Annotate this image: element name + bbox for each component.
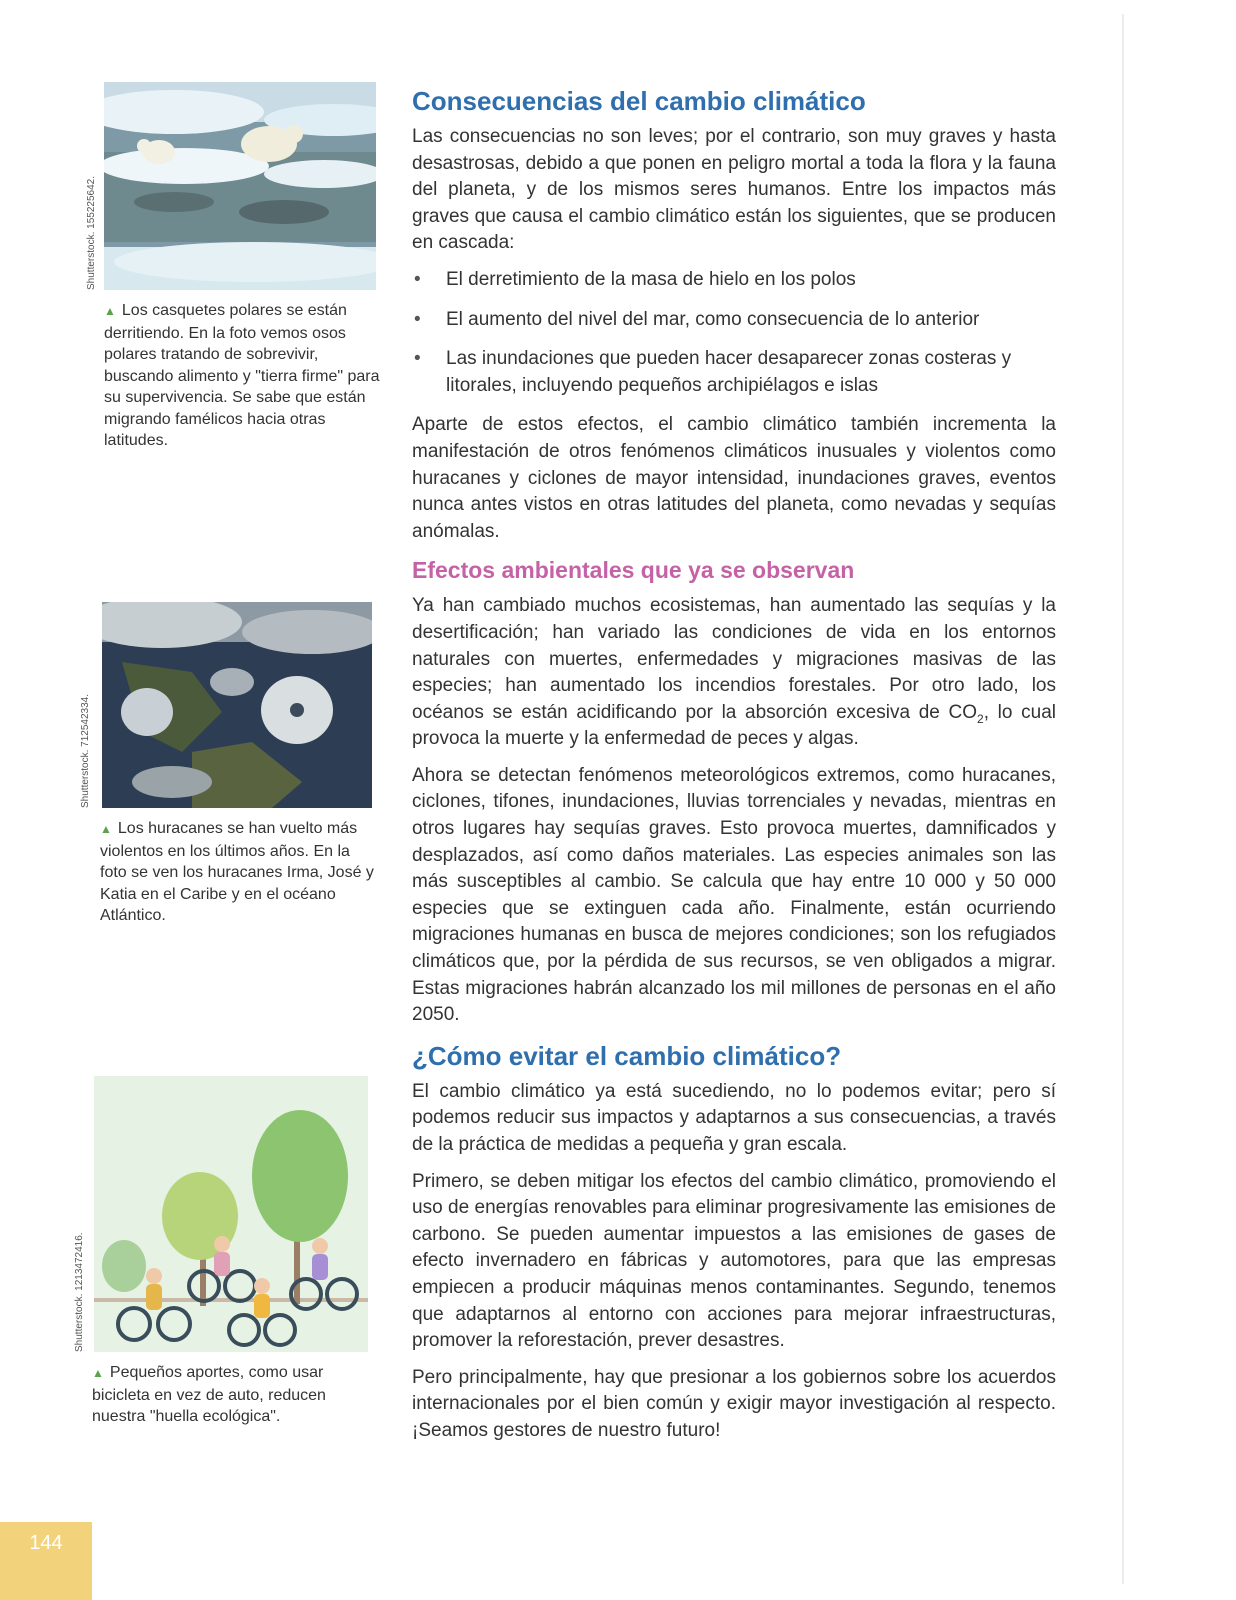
photo-credit-1: Shutterstock. 155225642. — [86, 176, 97, 290]
caption-triangle-icon: ▲ — [104, 304, 116, 318]
bullet-item: • El derretimiento de la masa de hielo en los polos — [412, 267, 1056, 294]
caption-text: Los huracanes se han vuelto más violentos en los últimos años. En la foto se ven los huracanes Irma, José y Katia en el Caribe y en el océano Atlántico. — [100, 820, 374, 924]
hurricanes-caption — [100, 818, 376, 927]
impacts-bullet-list — [412, 267, 1056, 399]
paragraph-already-happening: El cambio climático ya está sucediendo, no lo podemos evitar; pero sí podemos reducir sus impactos y adaptarnos a sus consecuencias, a través de la práctica de medidas a pequeña y gran escala. — [412, 1080, 1056, 1155]
page-number: 144 — [29, 1532, 63, 1554]
paragraph-extreme-events: Ahora se detectan fenómenos meteorológicos extremos, como huracanes, ciclones, tifones, inundaciones, lluvias torrenciales y nevadas, mientras en otros lugares hay sequías graves. Esto provoca muertes, damnificados y desplazados, así como daños materiales. Las especies animales son las más susceptibles al cambio. Se calcula que hay entre 10 000 y 50 000 especies que se extinguen cada año. Finalmente, están ocurriendo migraciones humanas en busca de mejores condiciones; son los refugiados climáticos que, por la pérdida de sus recursos, se ven obligados a migrar. Estas migraciones habrán alcanzado los mil millones de personas en el año 2050. — [412, 764, 1056, 1026]
paragraph-other-effects: Aparte de estos efectos, el cambio climático también incrementa la manifestación de otros fenómenos climáticos inusuales y violentos como huracanes y ciclones de mayor intensidad, inundaciones graves, eventos nunca antes vistos en otras latitudes del planeta, como nevadas y sequías anómalas. — [412, 414, 1056, 542]
bullet-item: • El aumento del nivel del mar, como consecuencia de lo anterior — [412, 307, 1056, 334]
paragraph-ecosystems-text-end: , lo cual provoca la muerte y la enfermedad de peces y algas. — [412, 701, 1056, 750]
page-edge-line — [1122, 14, 1124, 1584]
paragraph-ecosystems — [412, 593, 1056, 753]
caption-triangle-icon: ▲ — [92, 1366, 104, 1380]
caption-text: Los casquetes polares se están derritiendo. En la foto vemos osos polares tratando de sobrevivir, buscando alimento y "tierra firme" para su supervivencia. Se sabe que están migrando famélicos hacia otras latitudes. — [104, 302, 380, 449]
bicycles-illustration — [94, 1076, 368, 1352]
photo-credit-2: Shutterstock. 712542334. — [80, 694, 91, 808]
bicycles-caption — [92, 1362, 372, 1428]
co2-subscript: 2 — [977, 711, 984, 726]
photo-credit-3: Shutterstock. 1213472416. — [74, 1232, 85, 1352]
polar-bears-caption — [104, 300, 380, 452]
section-heading-consequences: Consecuencias del cambio climático — [412, 86, 866, 116]
hurricanes-satellite-photo — [102, 602, 372, 808]
section-heading-how-to-avoid: ¿Cómo evitar el cambio climático? — [412, 1040, 842, 1071]
polar-bears-photo — [104, 82, 376, 290]
paragraph-mitigation: Primero, se deben mitigar los efectos del cambio climático, promoviendo el uso de energías renovables para eliminar progresivamente las emisiones de carbono. Se pueden aumentar impuestos a las emisiones de gases de efecto invernadero en fábricas y automotores, para que las empresas empiecen a producir máquinas menos contaminantes. Segundo, tenemos que adaptarnos al entorno con acciones para mejorar infraestructuras, promover la reforestación, prever desastres. — [412, 1170, 1056, 1352]
paragraph-governments: Pero principalmente, hay que presionar a los gobiernos sobre los acuerdos internacionales por el bien común y exigir mayor investigación al respecto. ¡Seamos gestores de nuestro futuro! — [412, 1366, 1056, 1441]
section-heading-effects: Efectos ambientales que ya se observan — [412, 557, 855, 584]
main-text-column — [412, 84, 1056, 1455]
paragraph-ecosystems-text: Ya han cambiado muchos ecosistemas, han aumentado las sequías y la desertificación; han variado las condiciones de vida en los entornos naturales con muertes, enfermedades y migraciones masivas de las especies; han aumentado los incendios forestales. Por otro lado, los océanos se están acidificando por la absorción excesiva de CO — [412, 595, 1056, 723]
caption-text: Pequeños aportes, como usar bicicleta en vez de auto, reducen nuestra "huella ecológica". — [92, 1364, 326, 1425]
bullet-item: • Las inundaciones que pueden hacer desaparecer zonas costeras y litorales, incluyendo pequeños archipiélagos e islas — [412, 346, 1056, 399]
caption-triangle-icon: ▲ — [100, 822, 112, 836]
paragraph-consequences-intro: Las consecuencias no son leves; por el contrario, son muy graves y hasta desastrosas, debido a que ponen en peligro mortal a toda la flora y la fauna del planeta, y de los mismos seres humanos. Entre los impactos más graves que causa el cambio climático están los siguientes, que se producen en cascada: — [412, 126, 1056, 254]
